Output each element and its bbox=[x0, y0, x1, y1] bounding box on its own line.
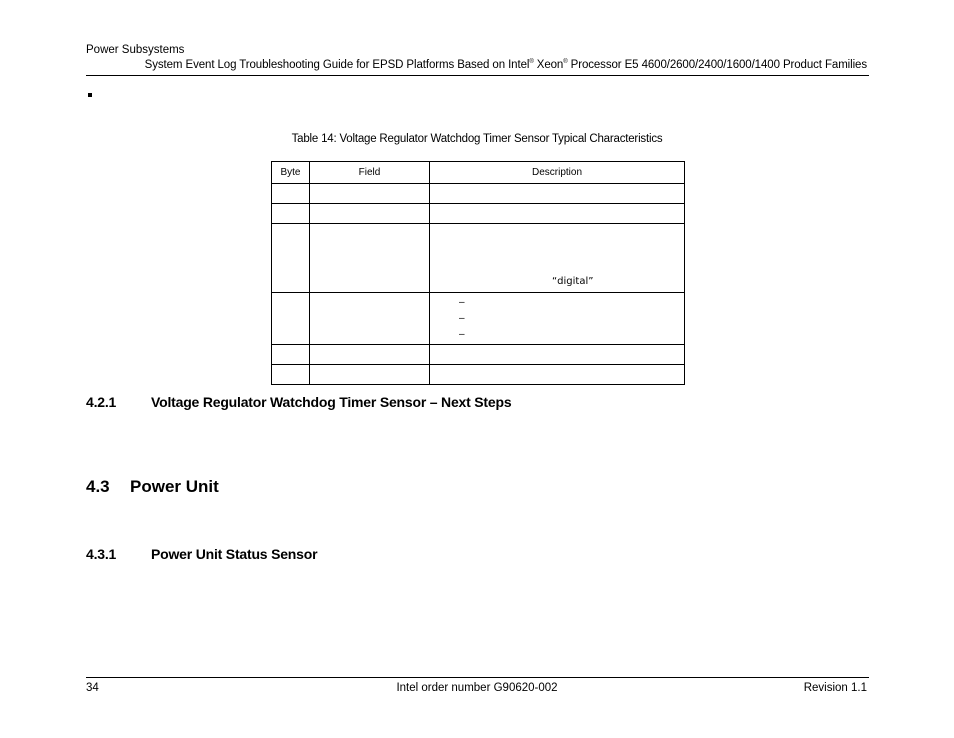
section-title: Power Unit Status Sensor bbox=[151, 546, 318, 562]
table-cell bbox=[272, 293, 310, 345]
header-title-prefix: System Event Log Troubleshooting Guide for EPSD Platforms Based on Intel bbox=[144, 59, 530, 71]
column-header-byte: Byte bbox=[272, 162, 310, 184]
registered-mark: ® bbox=[529, 59, 534, 65]
cell-note-digital: “digital” bbox=[552, 276, 594, 287]
table-row bbox=[272, 204, 685, 224]
list-dash: – bbox=[459, 329, 465, 340]
header-rule bbox=[86, 75, 869, 76]
table-cell bbox=[272, 345, 310, 365]
registered-mark: ® bbox=[563, 59, 568, 65]
column-header-field: Field bbox=[310, 162, 430, 184]
list-dash: – bbox=[459, 297, 465, 308]
section-heading-4-3 bbox=[86, 477, 219, 497]
section-title: Power Unit bbox=[130, 477, 219, 496]
header-title-xeon: Xeon bbox=[533, 59, 564, 71]
section-heading-4-2-1 bbox=[86, 394, 511, 410]
header-section-name: Power Subsystems bbox=[86, 44, 185, 56]
table-cell bbox=[310, 224, 430, 293]
table-row bbox=[272, 184, 685, 204]
table-cell bbox=[310, 345, 430, 365]
section-title: Voltage Regulator Watchdog Timer Sensor – Next Steps bbox=[151, 394, 512, 410]
table-cell bbox=[310, 204, 430, 224]
table-cell bbox=[310, 293, 430, 345]
table-row bbox=[272, 365, 685, 385]
table-row bbox=[272, 224, 685, 293]
footer-rule bbox=[86, 677, 869, 678]
table-cell bbox=[310, 365, 430, 385]
table-cell bbox=[430, 184, 685, 204]
table-cell bbox=[272, 224, 310, 293]
header-document-title bbox=[145, 59, 867, 71]
table-cell bbox=[272, 365, 310, 385]
table-row bbox=[272, 293, 685, 345]
section-number: 4.2.1 bbox=[86, 394, 117, 410]
section-number: 4.3.1 bbox=[86, 546, 117, 562]
table-cell bbox=[430, 204, 685, 224]
section-heading-4-3-1 bbox=[86, 546, 317, 562]
table-row bbox=[272, 345, 685, 365]
characteristics-table bbox=[271, 161, 685, 385]
table-cell bbox=[430, 345, 685, 365]
section-number: 4.3 bbox=[86, 477, 110, 496]
header-title-suffix: Processor E5 4600/2600/2400/1600/1400 Product Families bbox=[567, 59, 867, 71]
table-cell bbox=[430, 293, 685, 345]
table-header-row bbox=[272, 162, 685, 184]
list-dash: – bbox=[459, 313, 465, 324]
bullet-marker bbox=[88, 93, 92, 97]
table-cell bbox=[430, 365, 685, 385]
table-cell bbox=[310, 184, 430, 204]
order-number: Intel order number G90620-002 bbox=[396, 682, 558, 694]
page-number: 34 bbox=[86, 682, 99, 694]
revision-label: Revision 1.1 bbox=[803, 682, 867, 694]
table-cell bbox=[272, 204, 310, 224]
table-cell bbox=[272, 184, 310, 204]
table-caption: Table 14: Voltage Regulator Watchdog Timer Sensor Typical Characteristics bbox=[291, 133, 663, 145]
column-header-description: Description bbox=[430, 162, 685, 184]
